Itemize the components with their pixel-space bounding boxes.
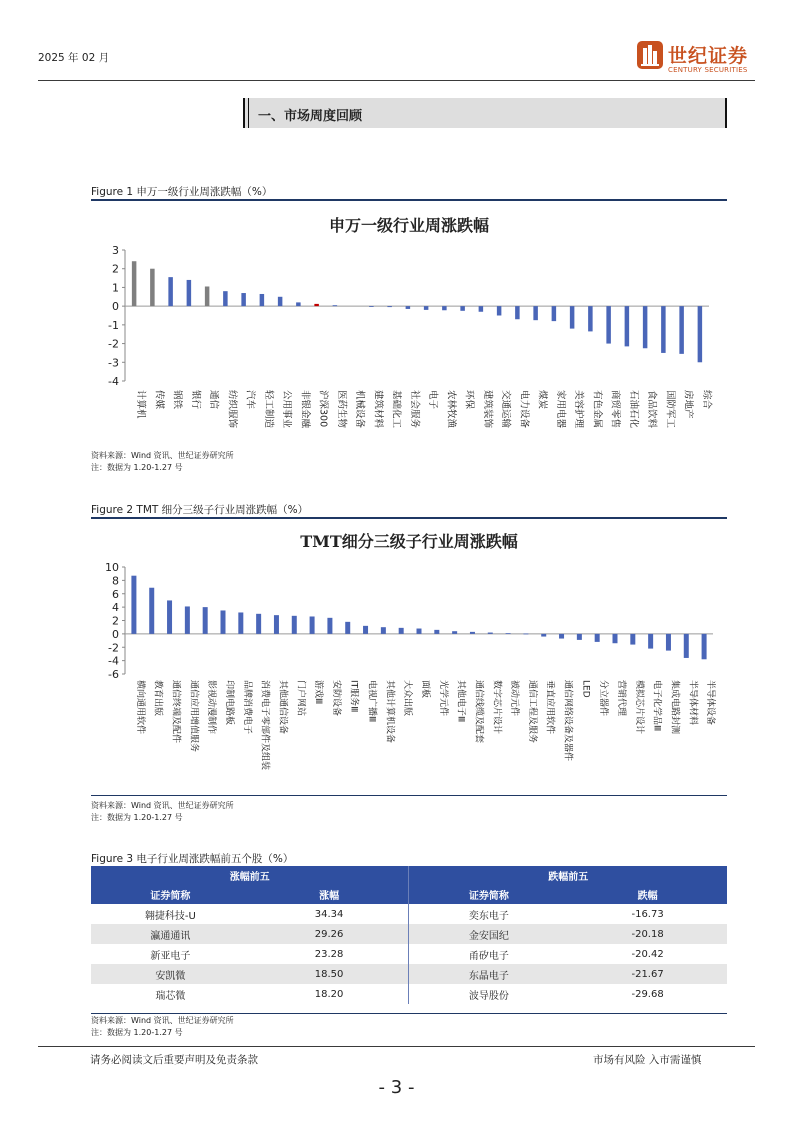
bar <box>296 302 301 306</box>
category-label: 商贸零售 <box>609 390 621 429</box>
up-stock-value: 29.26 <box>250 924 409 944</box>
col-header-up-name: 证券简称 <box>91 885 250 904</box>
category-label: 面板 <box>420 680 430 699</box>
figure2-source: 资料来源：Wind 资讯、世纪证券研究所 <box>91 801 234 810</box>
bar <box>515 306 520 319</box>
category-label: 传媒 <box>153 390 165 410</box>
category-label: 有色金属 <box>591 390 603 429</box>
down-stock-value: -21.67 <box>568 964 727 984</box>
category-label: LED <box>580 680 591 698</box>
down-stock-value: -16.73 <box>631 908 664 920</box>
table-row <box>91 964 727 984</box>
bar <box>131 576 136 634</box>
bar <box>292 616 297 634</box>
y-tick-label: 1 <box>112 281 119 295</box>
bar <box>274 615 279 634</box>
category-label: 其他通信设备 <box>277 680 288 735</box>
y-tick-label: 6 <box>112 587 119 601</box>
up-stock-value: 18.50 <box>250 964 409 984</box>
category-label: 电力设备 <box>518 390 530 429</box>
down-stock-name: 金安国纪 <box>409 924 568 944</box>
col-header-down-name: 证券简称 <box>409 885 568 904</box>
category-label: 交通运输 <box>500 390 512 429</box>
bar <box>417 629 422 634</box>
chart2-title: TMT细分三级子行业周涨跌幅 <box>300 532 518 551</box>
figure2-bottom-rule <box>91 795 727 796</box>
down-stock-value: -20.42 <box>631 948 664 960</box>
down-stock-name: 奕东电子 <box>468 910 509 922</box>
footer-divider <box>38 1046 755 1047</box>
y-tick-label: -4 <box>108 375 119 388</box>
category-label: 综合 <box>700 390 712 410</box>
chart1-bar-chart <box>91 240 727 450</box>
category-label: 非银金融 <box>299 390 311 429</box>
category-label: 煤炭 <box>536 390 548 410</box>
bar <box>698 306 703 362</box>
category-label: 电子 <box>427 390 439 410</box>
page-number: - 3 - <box>378 1077 415 1098</box>
bar <box>648 634 653 649</box>
up-stock-value: 18.20 <box>250 984 409 1004</box>
bar <box>488 633 493 634</box>
up-stock-name: 瀛通通讯 <box>91 924 250 944</box>
bar <box>559 634 564 639</box>
category-label: 消费电子零部件及组装 <box>259 680 270 771</box>
figure2-note: 注：数据为 1.20-1.27 号 <box>91 813 183 822</box>
y-tick-label: 10 <box>105 561 119 574</box>
group-header-down: 跌幅前五 <box>409 866 727 885</box>
section-heading-left-rule <box>243 98 245 128</box>
category-label: 通信终端及配件 <box>170 680 181 744</box>
category-label: 模拟芯片设计 <box>633 680 644 735</box>
figure1-source: 资料来源：Wind 资讯、世纪证券研究所 <box>91 451 234 460</box>
category-label: 环保 <box>463 390 475 410</box>
category-label: 国防军工 <box>664 390 676 429</box>
bar <box>552 306 557 321</box>
category-label: 通信网络设备及器件 <box>562 680 573 762</box>
bar <box>577 634 582 640</box>
category-label: 大众出版 <box>402 680 413 717</box>
up-stock-name: 瑞芯微 <box>155 990 186 1002</box>
category-label: 农林牧渔 <box>445 390 457 429</box>
category-label: 光学元件 <box>437 680 448 717</box>
bar <box>150 269 155 306</box>
category-label: 半导体材料 <box>687 680 698 726</box>
category-label: 门户网站 <box>295 680 306 717</box>
category-label: 品牌消费电子 <box>241 680 252 735</box>
table-row <box>91 944 727 964</box>
category-label: 电子化学品Ⅲ <box>651 680 662 732</box>
bar <box>387 306 392 307</box>
bar <box>570 306 575 328</box>
up-stock-value: 34.34 <box>250 904 409 924</box>
y-tick-label: -2 <box>108 641 119 655</box>
y-tick-label: -1 <box>108 318 119 332</box>
figure3-bottom-rule <box>91 1013 727 1014</box>
figure3-caption: Figure 3 电子行业周涨跌幅前五个股（%） <box>91 853 294 865</box>
category-label: 石油石化 <box>627 390 639 429</box>
category-label: 建筑装饰 <box>481 390 493 429</box>
bar <box>187 280 192 306</box>
category-label: 教育出版 <box>152 680 163 717</box>
category-label: 美容护理 <box>573 390 585 429</box>
category-label: 建筑材料 <box>372 390 384 429</box>
footer-risk-warning: 市场有风险 入市需谨慎 <box>593 1054 702 1066</box>
section-heading-left-rule-thin <box>248 98 249 128</box>
figure2-caption: Figure 2 TMT 细分三级子行业周涨跌幅（%） <box>91 504 309 516</box>
category-label: 电视广播Ⅲ <box>366 680 377 723</box>
bar <box>497 306 502 315</box>
down-stock-value: -29.68 <box>631 988 664 1000</box>
header-divider <box>38 80 755 81</box>
section-title: 一、市场周度回顾 <box>258 109 363 124</box>
category-label: 汽车 <box>244 390 256 410</box>
category-label: 影视动漫制作 <box>206 680 217 735</box>
bar <box>684 634 689 658</box>
figure3-source: 资料来源：Wind 资讯、世纪证券研究所 <box>91 1016 234 1025</box>
bar <box>369 306 374 307</box>
category-label: 分立器件 <box>598 680 609 717</box>
y-tick-label: 2 <box>112 262 119 276</box>
up-stock-name: 安凯微 <box>91 964 250 984</box>
bar <box>630 634 635 645</box>
chart1-title: 申万一级行业周涨跌幅 <box>328 216 489 235</box>
section-heading-right-rule <box>725 98 727 128</box>
category-label: 游戏Ⅲ <box>313 680 324 705</box>
bar <box>666 634 671 651</box>
bar <box>452 631 457 634</box>
bar <box>541 634 546 637</box>
bar <box>278 297 283 306</box>
category-label: 通信 <box>208 390 220 410</box>
bar <box>381 627 386 634</box>
category-label: 被动元件 <box>509 680 520 717</box>
bar <box>625 306 630 346</box>
figure1-top-rule <box>91 199 727 201</box>
category-label: 通信线缆及配套 <box>473 680 484 744</box>
bar <box>314 304 319 306</box>
up-stock-name: 翱捷科技-U <box>144 910 196 922</box>
y-tick-label: -4 <box>108 654 119 668</box>
bar <box>523 634 528 635</box>
category-label: 纺织服饰 <box>226 390 238 429</box>
bar <box>132 261 137 306</box>
bar <box>256 614 261 634</box>
category-label: 公用事业 <box>281 390 293 429</box>
bar <box>442 306 447 310</box>
category-label: 通信应用增值服务 <box>188 680 199 753</box>
category-label: 半导体设备 <box>705 680 716 726</box>
bar <box>470 632 475 634</box>
category-label: 通信工程及服务 <box>526 680 537 744</box>
bar <box>506 633 511 634</box>
category-label: 其他电子Ⅲ <box>455 680 466 723</box>
category-label: 印制电路板 <box>224 680 234 726</box>
bar <box>221 610 226 633</box>
bar <box>167 600 172 633</box>
bar <box>185 606 190 633</box>
col-header-up-value: 涨幅 <box>250 885 409 904</box>
category-label: 数字芯片设计 <box>491 680 502 735</box>
y-tick-label: 2 <box>112 614 119 628</box>
category-label: 食品饮料 <box>646 390 658 429</box>
y-tick-label: 3 <box>112 244 119 257</box>
category-label: 集成电路封测 <box>669 680 680 735</box>
bar <box>333 305 338 306</box>
bar <box>260 294 265 306</box>
bar <box>424 306 429 310</box>
bar <box>241 293 246 306</box>
category-label: 横向通用软件 <box>134 680 145 735</box>
category-label: 轻工制造 <box>262 390 274 429</box>
chart2-bar-chart <box>91 558 727 794</box>
bar <box>149 588 154 634</box>
figure2-top-rule <box>91 517 727 519</box>
bar <box>460 306 465 311</box>
category-label: 社会服务 <box>408 390 420 429</box>
y-tick-label: -2 <box>108 337 119 351</box>
y-tick-label: 8 <box>112 574 119 588</box>
y-tick-label: -6 <box>108 668 119 681</box>
y-tick-label: -3 <box>108 356 119 370</box>
down-stock-value: -20.18 <box>568 924 727 944</box>
figure1-note: 注：数据为 1.20-1.27 号 <box>91 463 183 472</box>
col-header-down-value: 跌幅 <box>568 885 727 904</box>
category-label: 机械设备 <box>354 390 366 429</box>
bar <box>595 634 600 642</box>
category-label: 钢铁 <box>171 390 183 410</box>
category-label: 其他计算机设备 <box>384 680 395 744</box>
report-date: 2025 年 02 月 <box>38 52 110 64</box>
bar <box>643 306 648 348</box>
logo-chinese-name: 世纪证券 <box>668 45 749 67</box>
top5-stocks-table <box>91 866 727 1004</box>
down-stock-name: 波导股份 <box>468 990 509 1002</box>
category-label: IT服务Ⅲ <box>348 680 359 713</box>
bar <box>238 612 243 633</box>
bar <box>679 306 684 354</box>
bar <box>613 634 618 643</box>
bar <box>168 277 173 306</box>
bar <box>533 306 538 320</box>
bar <box>588 306 593 331</box>
category-label: 家用电器 <box>554 390 566 429</box>
y-tick-label: 0 <box>112 300 119 314</box>
figure3-note: 注：数据为 1.20-1.27 号 <box>91 1028 183 1037</box>
bar <box>223 291 228 306</box>
bar <box>327 618 332 634</box>
bar <box>345 622 350 634</box>
category-label: 房地产 <box>682 390 694 419</box>
y-tick-label: 0 <box>112 627 119 641</box>
category-label: 营销代理 <box>616 680 626 717</box>
bar <box>205 286 210 306</box>
bar <box>434 630 439 634</box>
category-label: 垂直应用软件 <box>544 680 555 735</box>
up-stock-value: 23.28 <box>250 944 409 964</box>
bar <box>203 607 208 634</box>
category-label: 医药生物 <box>335 390 347 429</box>
bar <box>399 628 404 634</box>
table-row <box>91 904 727 924</box>
logo-english-name: CENTURY SECURITIES <box>668 66 748 74</box>
footer-disclaimer: 请务必阅读文后重要声明及免责条款 <box>90 1054 258 1066</box>
bar <box>406 306 411 309</box>
bar <box>661 306 666 353</box>
century-securities-logo-icon <box>636 40 664 70</box>
category-label: 银行 <box>189 390 201 410</box>
category-label: 计算机 <box>135 390 147 419</box>
group-header-up: 涨幅前五 <box>91 866 409 885</box>
table-row <box>91 924 727 944</box>
up-stock-name: 新亚电子 <box>150 950 191 962</box>
bar <box>702 634 707 659</box>
category-label: 基础化工 <box>390 390 402 429</box>
bar <box>363 626 368 634</box>
figure1-caption: Figure 1 申万一级行业周涨跌幅（%） <box>91 186 273 198</box>
category-label: 安防设备 <box>330 680 341 717</box>
bar <box>310 616 315 633</box>
table-row <box>91 984 727 1004</box>
bar <box>479 306 484 312</box>
category-label: 沪深300 <box>317 390 329 428</box>
down-stock-name: 甬矽电子 <box>468 950 509 962</box>
down-stock-name: 东晶电子 <box>409 964 568 984</box>
y-tick-label: 4 <box>112 601 119 615</box>
bar <box>606 306 611 343</box>
